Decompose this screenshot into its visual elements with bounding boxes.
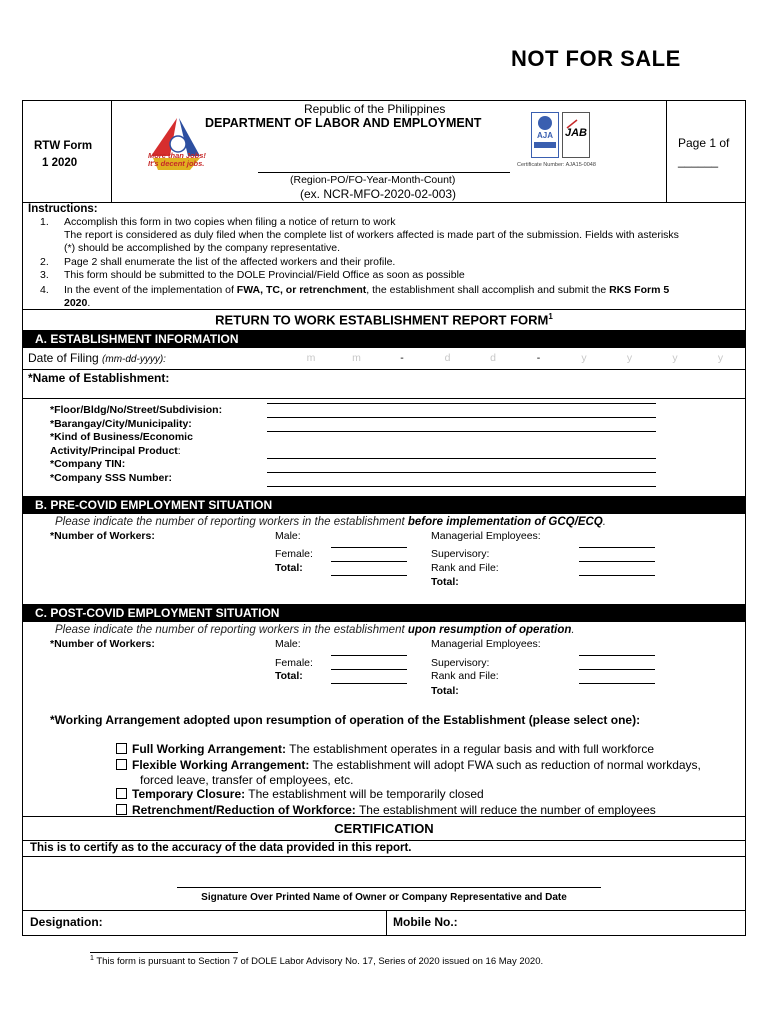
total-label: Total:: [275, 670, 303, 682]
instruction-item: [40, 242, 740, 255]
address-field-label: *Floor/Bldg/No/Street/Subdivision:: [50, 404, 223, 416]
total2-label: Total:: [431, 685, 459, 697]
workers-label: *Number of Workers:: [50, 638, 155, 650]
header-divider-left: [111, 100, 112, 202]
address-input-2[interactable]: [267, 417, 656, 418]
signature-label: Signature Over Printed Name of Owner or Company Representative and Date: [201, 892, 567, 903]
form-code: [34, 138, 92, 172]
certification-statement: This is to certify as to the accuracy of the data provided in this report.: [30, 842, 412, 854]
divider: [22, 910, 746, 911]
instruction-text: , the establishment shall accomplish and submit the: [366, 284, 610, 296]
flexible-continuation: forced leave, transfer of employees, etc.: [140, 773, 354, 787]
date-cell[interactable]: y: [626, 352, 633, 364]
jab-mark: JAB: [564, 127, 587, 139]
aja-mark: AJA: [536, 131, 553, 140]
rks-form-year: 2020: [64, 297, 88, 309]
business-field-label: *Kind of Business/Economic: [50, 431, 193, 443]
aja-band: [534, 142, 556, 148]
footnote-separator: [90, 952, 238, 953]
date-cell[interactable]: y: [717, 352, 724, 364]
tin-field-label: *Company TIN:: [50, 458, 126, 470]
supervisory-label: Supervisory:: [431, 657, 490, 669]
instruction-text: Accomplish this form in two copies when filing a notice of return to work: [64, 216, 396, 228]
managerial-label: Managerial Employees:: [431, 530, 541, 542]
option-desc: The establishment will adopt FWA such as reduction of normal workdays,: [312, 758, 701, 772]
page-label: Page 1 of: [678, 136, 730, 150]
reference-example: (ex. NCR-MFO-2020-02-003): [300, 187, 457, 201]
option-label: Retrenchment/Reduction of Workforce:: [132, 803, 356, 817]
business-input[interactable]: [267, 458, 656, 459]
instruction-text: (*) should be accomplished by the company representative.: [64, 242, 341, 255]
signature-line[interactable]: [177, 887, 601, 888]
name-of-establishment-label: *Name of Establishment:: [28, 371, 170, 385]
certification-title: CERTIFICATION: [334, 821, 434, 836]
section-a-title: A. ESTABLISHMENT INFORMATION: [35, 332, 239, 346]
date-label: Date of Filing: [28, 351, 99, 365]
page-number: [678, 136, 729, 168]
date-of-filing-label: [28, 351, 166, 365]
instruction-item: [40, 216, 740, 229]
instructions-list: [40, 216, 740, 282]
date-cell[interactable]: m: [352, 352, 361, 364]
managerial-label: Managerial Employees:: [431, 638, 541, 650]
header-divider-right: [666, 100, 667, 202]
option-label: Flexible Working Arrangement:: [132, 758, 310, 772]
colon: :: [177, 444, 181, 457]
reference-number-line[interactable]: [258, 172, 510, 173]
supervisory-label: Supervisory:: [431, 548, 490, 560]
male-input[interactable]: [331, 655, 407, 656]
establishment-fields: [50, 404, 222, 485]
instruction-number: 4.: [40, 284, 49, 296]
divider: [22, 856, 746, 857]
total2-label: Total:: [431, 576, 459, 588]
note-end: .: [602, 516, 606, 528]
section-b-header: [23, 496, 745, 514]
total-label: Total:: [275, 562, 303, 574]
working-arrangement-question: *Working Arrangement adopted upon resumption of operation of the Establishment (please select one):: [50, 713, 641, 727]
divider: [22, 840, 746, 841]
checkbox-icon[interactable]: [116, 788, 127, 799]
option-desc: The establishment operates in a regular basis and with full workforce: [289, 742, 654, 756]
footnote-number: 1: [90, 955, 94, 962]
male-label: Male:: [275, 638, 301, 650]
instruction-item: [40, 229, 740, 242]
footnote: [90, 955, 543, 967]
instruction-text: Page 2 shall enumerate the list of the affected workers and their profile.: [64, 255, 396, 268]
instruction-number: 2.: [40, 255, 49, 268]
date-cell[interactable]: -: [400, 352, 404, 364]
form-year: 1 2020: [42, 157, 78, 169]
instruction-item: [40, 269, 740, 282]
logo-tagline: [148, 152, 206, 168]
section-a-header: [23, 330, 745, 348]
female-input[interactable]: [331, 561, 407, 562]
instruction-bold: FWA, TC, or retrenchment: [236, 284, 367, 296]
logo-tagline-2: It's decent jobs.: [148, 159, 205, 168]
rank-file-label: Rank and File:: [431, 670, 499, 682]
footnote-marker: 1: [548, 312, 553, 321]
department-title: DEPARTMENT OF LABOR AND EMPLOYMENT: [205, 116, 482, 130]
section-b-title: B. PRE-COVID EMPLOYMENT SITUATION: [35, 498, 273, 512]
instruction-number: 1.: [40, 216, 49, 228]
not-for-sale-stamp: NOT FOR SALE: [511, 46, 681, 71]
total-input[interactable]: [331, 683, 407, 684]
managerial-input[interactable]: [579, 547, 655, 548]
option-full-working[interactable]: [116, 742, 654, 756]
instruction-text: This form should be submitted to the DOLE Provincial/Field Office as soon as possible: [64, 268, 465, 281]
rank-file-label: Rank and File:: [431, 562, 499, 574]
instructions-title: Instructions:: [28, 203, 98, 215]
instruction-item-4: [40, 284, 740, 310]
instruction-text: The report is considered as duly filed when the complete list of workers affected is made part of the submission. Fields with asterisks: [64, 229, 679, 242]
option-flexible-working[interactable]: [116, 758, 701, 772]
address-input[interactable]: [267, 403, 656, 404]
option-desc: The establishment will reduce the number of employees: [358, 803, 656, 817]
instruction-item: [40, 256, 740, 269]
note-bold: before implementation of GCQ/ECQ: [407, 516, 603, 528]
footnote-text: This form is pursuant to Section 7 of DOLE Labor Advisory No. 17, Series of 2020 issued on 16 May 2020.: [96, 956, 544, 968]
instruction-text: In the event of the implementation of: [64, 284, 237, 296]
divider: [22, 398, 746, 399]
note-end: .: [571, 624, 575, 636]
form-title: [0, 312, 768, 327]
total-input[interactable]: [331, 575, 407, 576]
note-text: Please indicate the number of reporting workers in the establishment: [55, 624, 408, 636]
checkbox-icon[interactable]: [116, 759, 127, 770]
date-cell[interactable]: d: [490, 352, 496, 364]
instruction-number: 3.: [40, 268, 49, 281]
section-c-header: [23, 604, 745, 622]
section-b-note: [55, 516, 606, 528]
page-total-field[interactable]: ______: [678, 154, 719, 168]
option-temporary-closure[interactable]: [116, 787, 484, 801]
date-cell[interactable]: y: [581, 352, 587, 364]
designation-field[interactable]: Designation:: [30, 915, 103, 929]
divider-vertical: [386, 910, 387, 936]
aja-cert-logo: [531, 112, 559, 158]
section-c-title: C. POST-COVID EMPLOYMENT SITUATION: [35, 606, 280, 620]
rank-file-input[interactable]: [579, 575, 655, 576]
barangay-input[interactable]: [267, 431, 656, 432]
jab-cert-logo: [562, 112, 590, 158]
supervisory-input[interactable]: [579, 561, 655, 562]
sss-field-label: *Company SSS Number:: [50, 471, 172, 484]
option-desc: The establishment will be temporarily closed: [248, 787, 484, 801]
form-code-label: RTW Form: [34, 140, 93, 152]
divider: [22, 369, 746, 370]
female-label: Female:: [275, 657, 313, 669]
rks-form-ref: RKS Form 5: [609, 284, 670, 296]
date-cell[interactable]: y: [672, 352, 678, 364]
note-text: Please indicate the number of reporting workers in the establishment: [55, 516, 408, 528]
supervisory-input[interactable]: [579, 669, 655, 670]
product-field-label: Activity/Principal Product: [50, 444, 178, 457]
mobile-field[interactable]: Mobile No.:: [393, 915, 458, 929]
form-title-text: RETURN TO WORK ESTABLISHMENT REPORT FORM: [215, 312, 549, 328]
managerial-input[interactable]: [579, 655, 655, 656]
checkbox-icon[interactable]: [116, 804, 127, 815]
checkbox-icon[interactable]: [116, 743, 127, 754]
option-label: Full Working Arrangement:: [132, 742, 287, 756]
republic-label: Republic of the Philippines: [304, 102, 446, 116]
option-retrenchment[interactable]: [116, 803, 656, 817]
globe-icon: [538, 116, 552, 130]
divider: [22, 202, 746, 203]
male-label: Male:: [275, 530, 301, 542]
female-label: Female:: [275, 548, 313, 560]
male-input[interactable]: [331, 547, 407, 548]
female-input[interactable]: [331, 669, 407, 670]
date-cell[interactable]: m: [306, 352, 316, 364]
instruction-text: .: [87, 297, 91, 309]
date-format: (mm-dd-yyyy):: [102, 354, 166, 365]
workers-label: *Number of Workers:: [50, 530, 155, 542]
sss-input[interactable]: [267, 486, 656, 487]
rank-file-input[interactable]: [579, 683, 655, 684]
barangay-field-label: *Barangay/City/Municipality:: [50, 417, 192, 430]
note-bold: upon resumption of operation: [407, 624, 572, 636]
certificate-number: Certificate Number: AJA15-0048: [517, 162, 596, 168]
date-cell[interactable]: -: [536, 352, 541, 364]
section-c-note: [55, 624, 575, 636]
option-label: Temporary Closure:: [132, 787, 246, 801]
logo-tagline-1: More than Jobs!: [148, 151, 206, 160]
date-cell[interactable]: d: [444, 352, 451, 364]
reference-format: (Region-PO/FO-Year-Month-Count): [290, 174, 456, 186]
tin-input[interactable]: [267, 472, 656, 473]
